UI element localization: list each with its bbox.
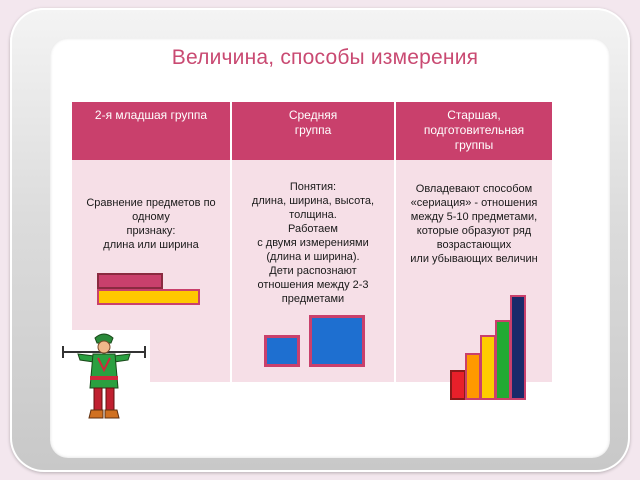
series-bar-4: [495, 320, 511, 400]
large-square-shape: [309, 315, 365, 367]
series-bar-3: [480, 335, 496, 400]
cell-junior: Сравнение предметов по одному признаку: длина или ширина: [72, 160, 230, 382]
header-label-middle: Средняя группа: [288, 108, 338, 137]
measuring-man-icon: [58, 330, 150, 426]
short-bar-shape: [97, 273, 163, 289]
long-bar-shape: [97, 289, 200, 305]
cell-middle: Понятия: длина, ширина, высота, толщина. Работаем с двумя измерениями (длина и ширина). Дети распознают отношения между 2-3 предметами: [232, 160, 394, 382]
header-label-junior: 2-я младшая группа: [94, 108, 208, 122]
column-divider: [394, 102, 396, 382]
series-bar-1: [450, 370, 466, 400]
series-bar-2: [465, 353, 481, 400]
column-divider: [230, 102, 232, 382]
small-square-shape: [264, 335, 300, 367]
series-bar-5: [510, 295, 526, 400]
header-cell-senior: [396, 102, 552, 160]
header-cell-middle: [232, 102, 394, 160]
measuring-man-illustration: [58, 330, 150, 426]
page-title: Величина, способы измерения: [171, 46, 479, 69]
header-cell-junior: [72, 102, 230, 160]
header-label-senior: Старшая, подготовительная группы: [423, 108, 525, 152]
cell-senior: Овладевают способом «сериация» - отношения между 5-10 предметами, которые образуют ряд возрастающих или убывающих величин: [396, 160, 552, 382]
